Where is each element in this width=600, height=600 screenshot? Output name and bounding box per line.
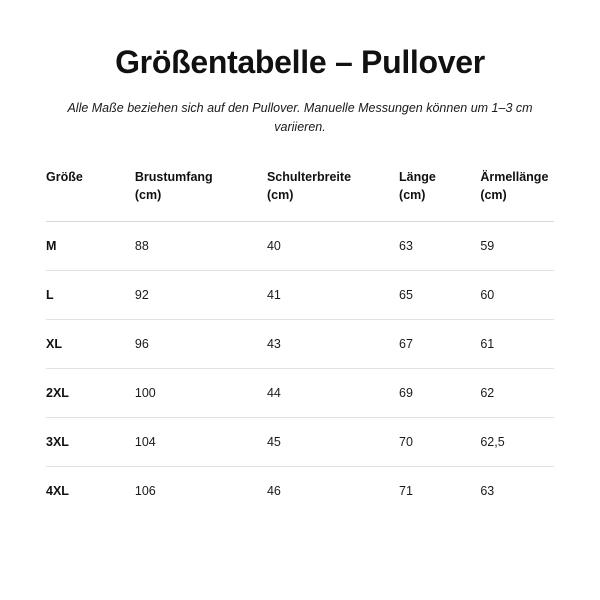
cell-shoulder: 41	[267, 271, 399, 320]
column-header-shoulder-label: Schulterbreite	[266, 169, 352, 184]
cell-chest: 92	[135, 271, 267, 320]
column-header-chest	[135, 168, 267, 222]
table-row	[46, 369, 554, 418]
cell-chest: 106	[134, 484, 156, 499]
page-title: Größentabelle – Pullover	[115, 44, 485, 80]
cell-size: 3XL	[46, 418, 135, 467]
cell-sleeve: 62	[480, 369, 554, 418]
size-table	[46, 168, 554, 516]
cell-length: 65	[399, 271, 480, 320]
cell-length: 63	[399, 222, 480, 271]
cell-size: L	[46, 271, 135, 320]
cell-chest: 100	[135, 369, 267, 418]
table-body	[46, 222, 554, 516]
column-header-chest-label: Brustumfang	[134, 169, 213, 184]
table-header	[46, 168, 554, 222]
cell-shoulder: 44	[267, 369, 399, 418]
cell-chest: 88	[135, 222, 267, 271]
table-row	[46, 418, 554, 467]
cell-size: 2XL	[46, 369, 135, 418]
column-header-sleeve-label: Ärmellänge	[480, 169, 549, 184]
cell-sleeve: 60	[480, 271, 554, 320]
cell-length: 69	[399, 369, 480, 418]
column-header-chest-unit: (cm)	[134, 188, 162, 203]
table-row	[46, 320, 554, 369]
table-row	[46, 222, 554, 271]
column-header-sleeve	[480, 168, 554, 222]
column-header-shoulder	[267, 168, 399, 222]
table-row	[46, 271, 554, 320]
cell-size: M	[46, 222, 135, 271]
table-header-row	[46, 168, 554, 222]
column-header-length	[399, 168, 480, 222]
cell-size: 4XL	[46, 484, 69, 499]
cell-sleeve: 59	[480, 222, 554, 271]
cell-sleeve: 61	[480, 320, 554, 369]
cell-shoulder: 46	[266, 484, 281, 499]
cell-chest: 104	[135, 418, 267, 467]
cell-chest: 96	[135, 320, 267, 369]
column-header-shoulder-unit: (cm)	[266, 188, 294, 203]
cell-shoulder: 43	[267, 320, 399, 369]
column-header-sleeve-unit: (cm)	[480, 188, 507, 203]
table-row	[46, 467, 554, 516]
cell-length: 71	[399, 484, 413, 499]
cell-size: XL	[46, 320, 135, 369]
cell-shoulder: 45	[267, 418, 399, 467]
column-header-size	[46, 168, 135, 222]
cell-sleeve: 63	[480, 484, 495, 499]
cell-length: 67	[399, 320, 480, 369]
column-header-length-label: Länge	[399, 169, 436, 184]
cell-sleeve: 62,5	[480, 418, 554, 467]
column-header-size-label: Größe	[46, 169, 83, 184]
column-header-length-unit: (cm)	[399, 188, 426, 203]
cell-length: 70	[399, 418, 480, 467]
page-subtitle: Alle Maße beziehen sich auf den Pullover. Manuelle Messungen können um 1–3 cm variieren.	[67, 100, 533, 135]
cell-shoulder: 40	[267, 222, 399, 271]
